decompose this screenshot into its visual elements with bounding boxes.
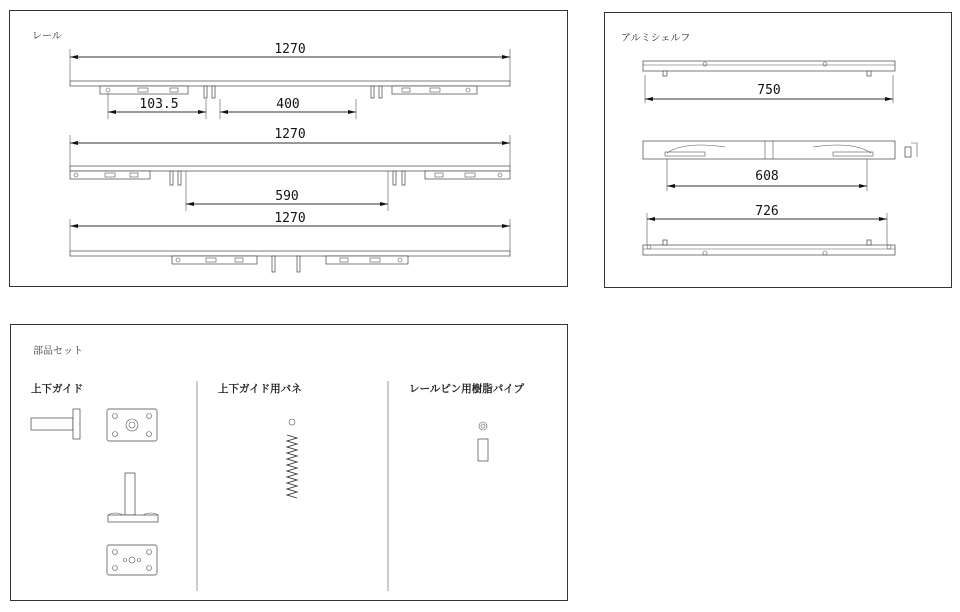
rail-3-drawing [70, 219, 510, 272]
rail-1-pin-span-dim: 400 [276, 97, 300, 112]
parts-drawings [11, 325, 569, 602]
shelf-2-drawing [643, 141, 917, 191]
rail-1-length-dim: 1270 [274, 42, 306, 57]
shelf-panel [604, 12, 952, 288]
pipe-section-title: レールピン用樹脂パイプ [409, 383, 524, 395]
rail-panel-title: レール [32, 31, 62, 42]
spring-drawing [287, 419, 297, 498]
guide-section-title: 上下ガイド [31, 383, 84, 395]
parts-panel-title: 部品セット [33, 346, 83, 357]
shelf-3-width-dim: 726 [755, 204, 779, 219]
guide-side-view [31, 409, 80, 439]
spring-section-title: 上下ガイド用バネ [218, 383, 302, 395]
shelf-panel-title: アルミシェルフ [621, 33, 691, 44]
rail-2-length-dim: 1270 [274, 127, 306, 142]
shelf-1-width-dim: 750 [757, 83, 781, 98]
guide-bottom-plate [107, 545, 157, 575]
guide-top-plate [107, 409, 157, 441]
rail-3-length-dim: 1270 [274, 211, 306, 226]
rail-panel [9, 10, 568, 287]
shelf-3-drawing [643, 213, 895, 255]
rail-1-offset-dim: 103.5 [139, 97, 179, 112]
resin-pipe-drawing [478, 422, 488, 461]
guide-front-view [108, 473, 158, 522]
shelf-drawings [605, 13, 953, 289]
rail-2-pin-span-dim: 590 [275, 189, 299, 204]
shelf-2-width-dim: 608 [755, 169, 779, 184]
parts-panel [10, 324, 568, 601]
